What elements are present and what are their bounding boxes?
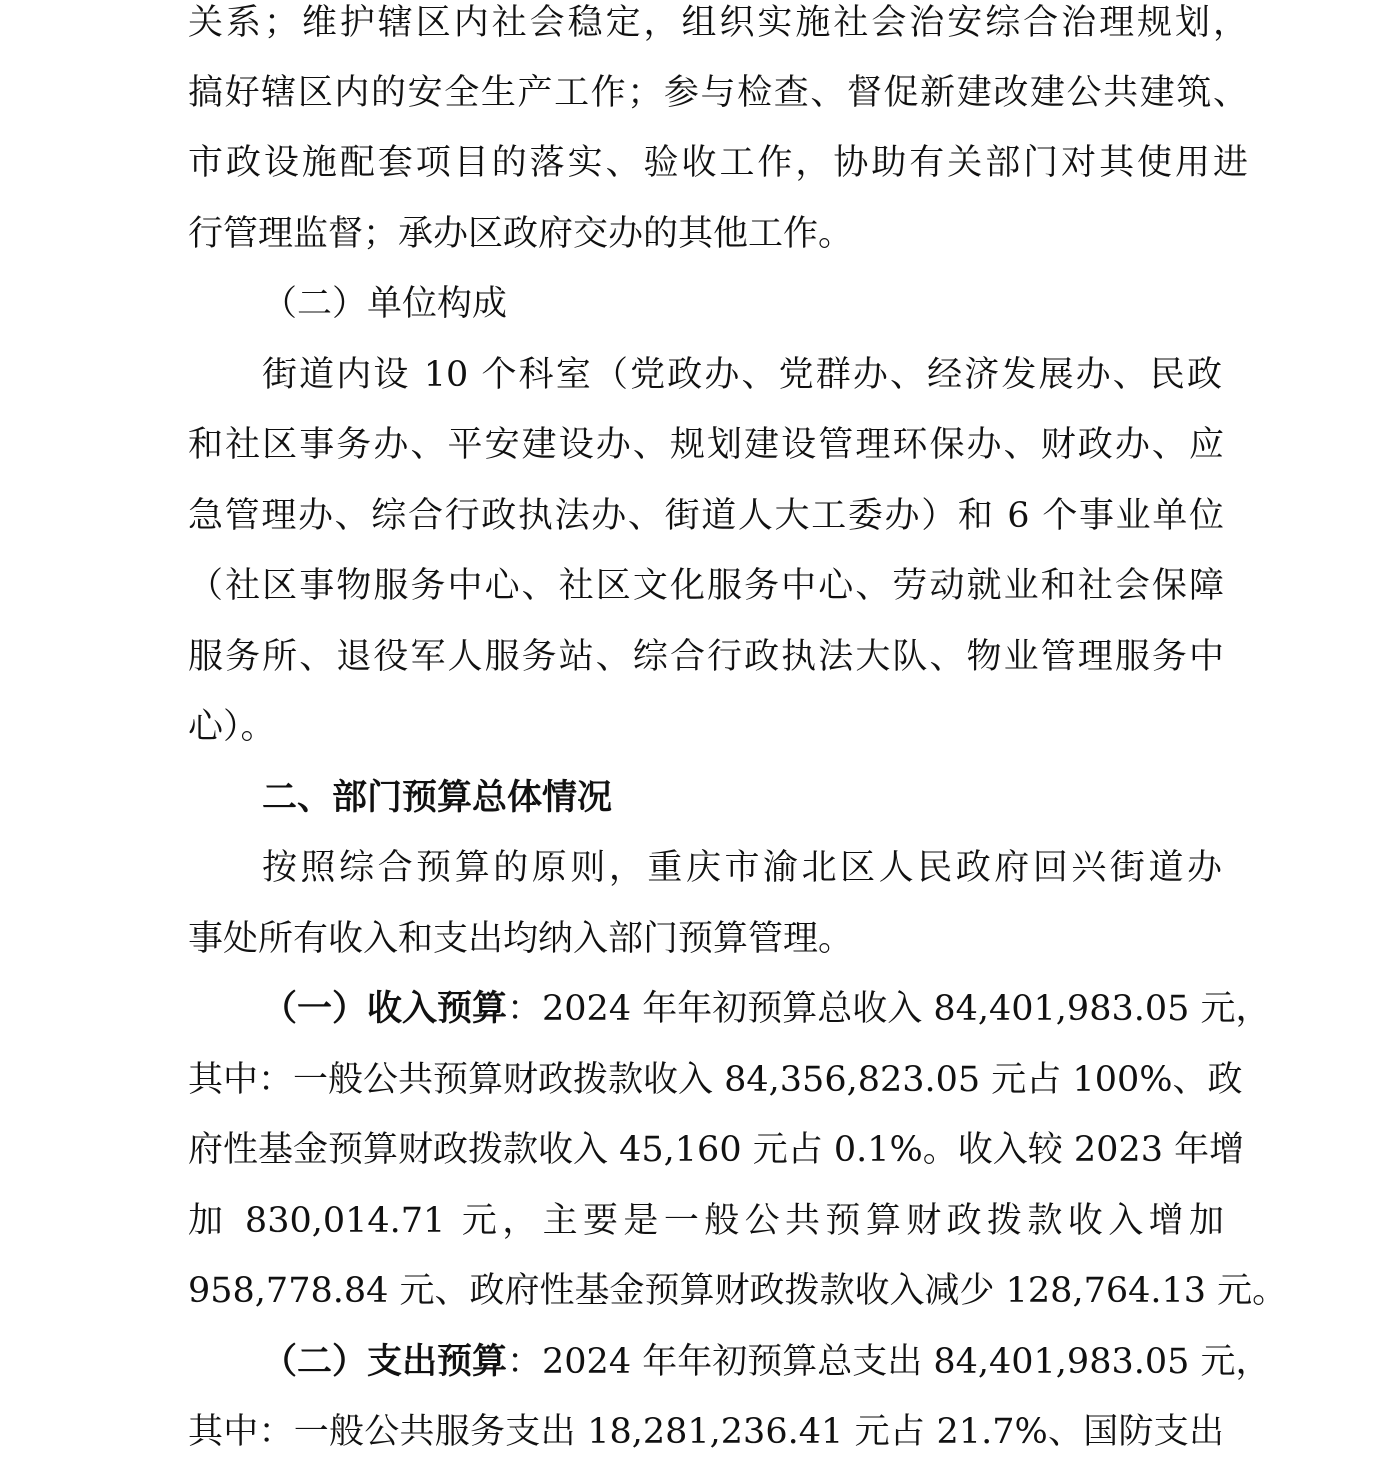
section-heading: 二、部门预算总体情况 [262, 778, 613, 818]
paragraph-line: （社区事物服务中心、社区文化服务中心、劳动就业和社会保障 [188, 566, 1224, 606]
paragraph-line-revenue [262, 974, 1271, 1044]
paragraph-line: 其中：一般公共预算财政拨款收入 84,356,823.05 元占 100%、政 [188, 1060, 1243, 1100]
revenue-budget-lead: （一）收入预算 [262, 989, 508, 1029]
paragraph-line: 服务所、退役军人服务站、综合行政执法大队、物业管理服务中 [188, 637, 1224, 677]
paragraph-line: 心）。 [188, 707, 276, 747]
expenditure-budget-text: ：2024 年年初预算总支出 84,401,983.05 元， [507, 1342, 1271, 1382]
paragraph-line-expenditure [262, 1327, 1271, 1397]
paragraph-line: 街道内设 10 个科室（党政办、党群办、经济发展办、民政 [262, 355, 1222, 395]
paragraph-line: 和社区事务办、平安建设办、规划建设管理环保办、财政办、应 [188, 425, 1224, 465]
paragraph-line: 按照综合预算的原则，重庆市渝北区人民政府回兴街道办 [262, 848, 1222, 888]
expenditure-budget-lead: （二）支出预算 [262, 1342, 508, 1382]
paragraph-line: 急管理办、综合行政执法办、街道人大工委办）和 6 个事业单位 [188, 496, 1224, 536]
paragraph-line: 加 830,014.71 元，主要是一般公共预算财政拨款收入增加 [188, 1201, 1224, 1241]
paragraph-line: 府性基金预算财政拨款收入 45,160 元占 0.1%。收入较 2023 年增 [188, 1130, 1245, 1170]
paragraph-line: 事处所有收入和支出均纳入部门预算管理。 [188, 919, 854, 959]
paragraph-line: 搞好辖区内的安全生产工作；参与检查、督促新建改建公共建筑、 [188, 73, 1248, 113]
paragraph-line: 958,778.84 元、政府性基金预算财政拨款收入减少 128,764.13 元。 [188, 1271, 1288, 1311]
revenue-budget-text: ：2024 年年初预算总收入 84,401,983.05 元， [507, 989, 1271, 1029]
paragraph-line: 关系；维护辖区内社会稳定，组织实施社会治安综合治理规划， [188, 3, 1248, 43]
paragraph-line: 行管理监督；承办区政府交办的其他工作。 [188, 214, 854, 254]
paragraph-line: 市政设施配套项目的落实、验收工作，协助有关部门对其使用进 [188, 143, 1248, 183]
subheading-unit-composition: （二）单位构成 [262, 284, 508, 324]
paragraph-line: 其中：一般公共服务支出 18,281,236.41 元占 21.7%、国防支出 [188, 1412, 1224, 1452]
